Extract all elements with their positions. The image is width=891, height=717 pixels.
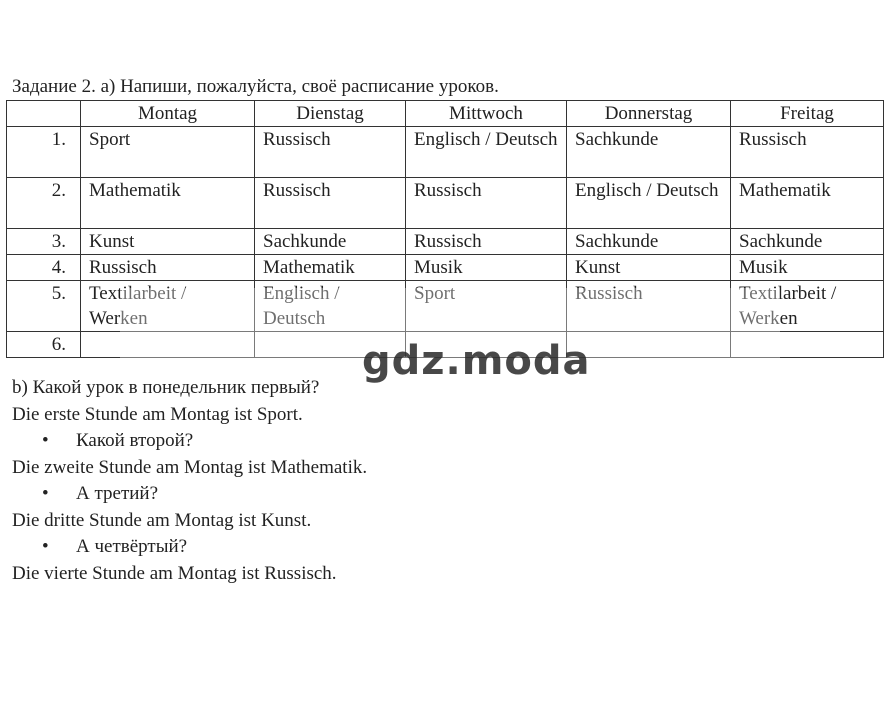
question-first-lesson: b) Какой урок в понедельник первый? bbox=[12, 377, 320, 398]
table-cell: Kunst bbox=[81, 229, 255, 255]
task-title: Задание 2. a) Напиши, пожалуйста, своё расписание уроков. bbox=[12, 76, 499, 97]
table-cell: Musik bbox=[731, 255, 884, 281]
table-cell: Russisch bbox=[81, 255, 255, 281]
answer-second-lesson: Die zweite Stunde am Montag ist Mathematik. bbox=[12, 456, 368, 478]
table-cell: Englisch / Deutsch bbox=[406, 127, 567, 178]
table-cell: Russisch bbox=[255, 127, 406, 178]
table-cell: Englisch / Deutsch bbox=[567, 178, 731, 229]
header-cell-empty bbox=[7, 101, 81, 127]
bullet-question-third bbox=[12, 481, 367, 508]
watermark-logo: gdz.moda bbox=[362, 338, 591, 384]
question-fourth-lesson: А четвёртый? bbox=[76, 536, 188, 557]
table-header-row bbox=[7, 101, 884, 127]
bullet-question-second bbox=[12, 428, 367, 455]
lesson-number: 1. bbox=[7, 127, 81, 178]
table-cell: Russisch bbox=[406, 178, 567, 229]
table-cell: Sachkunde bbox=[731, 229, 884, 255]
bullet-question-fourth bbox=[12, 534, 367, 561]
table-cell: Sport bbox=[406, 281, 567, 332]
lesson-number: 3. bbox=[7, 229, 81, 255]
bullet-icon: • bbox=[42, 483, 49, 504]
bullet-icon: • bbox=[42, 430, 49, 451]
header-cell-friday: Freitag bbox=[731, 101, 884, 127]
table-cell: Sachkunde bbox=[567, 127, 731, 178]
question-second-lesson: Какой второй? bbox=[76, 430, 194, 451]
lesson-number: 6. bbox=[7, 332, 81, 358]
header-cell-thursday: Donnerstag bbox=[567, 101, 731, 127]
table-cell: Textilarbeit / Werken bbox=[81, 281, 255, 332]
table-cell: Mathematik bbox=[255, 255, 406, 281]
table-cell: Sachkunde bbox=[567, 229, 731, 255]
header-cell-tuesday: Dienstag bbox=[255, 101, 406, 127]
table-cell: Russisch bbox=[567, 281, 731, 332]
table-cell: Textilarbeit / Werken bbox=[731, 281, 884, 332]
question-third-lesson: А третий? bbox=[76, 483, 159, 504]
table-cell: Englisch / Deutsch bbox=[255, 281, 406, 332]
table-row bbox=[7, 127, 884, 178]
lesson-number: 2. bbox=[7, 178, 81, 229]
answer-fourth-lesson: Die vierte Stunde am Montag ist Russisch. bbox=[12, 562, 337, 584]
table-cell: Mathematik bbox=[731, 178, 884, 229]
header-cell-wednesday: Mittwoch bbox=[406, 101, 567, 127]
lesson-number: 4. bbox=[7, 255, 81, 281]
part-b-section bbox=[12, 375, 367, 587]
table-cell: Kunst bbox=[567, 255, 731, 281]
header-cell-monday: Montag bbox=[81, 101, 255, 127]
table-row bbox=[7, 255, 884, 281]
answer-third-lesson: Die dritte Stunde am Montag ist Kunst. bbox=[12, 509, 312, 531]
table-cell: Sachkunde bbox=[255, 229, 406, 255]
table-cell: Russisch bbox=[255, 178, 406, 229]
table-cell: Russisch bbox=[731, 127, 884, 178]
bullet-icon: • bbox=[42, 536, 49, 557]
table-row bbox=[7, 178, 884, 229]
table-cell: Mathematik bbox=[81, 178, 255, 229]
table-row bbox=[7, 229, 884, 255]
lesson-number: 5. bbox=[7, 281, 81, 332]
answer-first-lesson: Die erste Stunde am Montag ist Sport. bbox=[12, 403, 303, 425]
table-cell: Sport bbox=[81, 127, 255, 178]
table-cell: Musik bbox=[406, 255, 567, 281]
table-cell: Russisch bbox=[406, 229, 567, 255]
